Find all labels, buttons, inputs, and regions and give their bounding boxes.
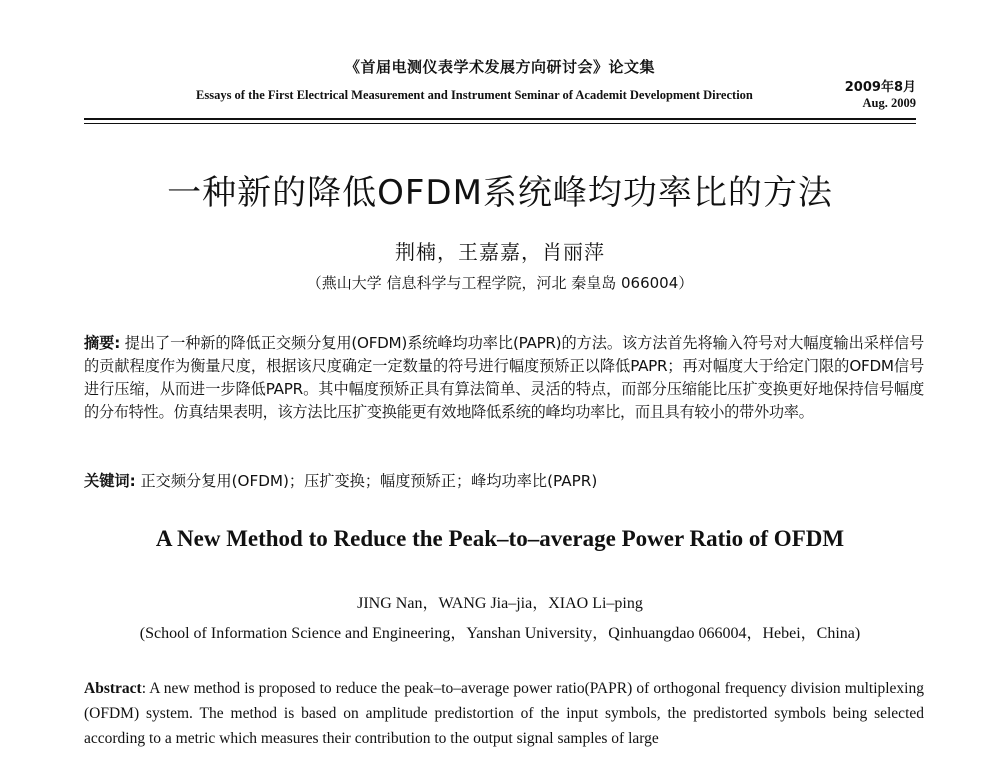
authors-cn: 荆楠，王嘉嘉，肖丽萍 — [395, 240, 605, 264]
keywords-cn-label: 关键词: — [84, 472, 136, 490]
abstract-en — [84, 676, 924, 751]
header-rule-thick — [84, 118, 916, 120]
abstract-cn-label: 摘要: — [84, 334, 120, 352]
proceedings-title-en: Essays of the First Electrical Measurement and Instrument Seminar of Academit Development Direction — [196, 88, 753, 102]
abstract-en-label: Abstract — [84, 680, 142, 697]
paper-title-en: A New Method to Reduce the Peak–to–average Power Ratio of OFDM — [155, 526, 845, 551]
keywords-cn-text: 正交频分复用(OFDM)；压扩变换；幅度预矫正；峰均功率比(PAPR) — [135, 472, 598, 490]
keywords-cn — [84, 470, 924, 491]
publication-date-cn: 2009年8月 — [844, 80, 916, 95]
publication-date-en: Aug. 2009 — [862, 96, 916, 110]
proceedings-title-cn: 《首届电测仪表学术发展方向研讨会》论文集 — [344, 58, 655, 76]
abstract-en-text: : A new method is proposed to reduce the peak–to–average power ratio(PAPR) of orthogonal frequency division multiplexing (OFDM) system. The method is based on amplitude predistortion of the input symbols, the predistorted symbols being selected according to a metric which measures their contribution to the output signal samples of large — [84, 680, 924, 747]
abstract-cn — [84, 332, 924, 424]
authors-en: JING Nan，WANG Jia–jia，XIAO Li–ping — [357, 595, 643, 612]
abstract-cn-text: 提出了一种新的降低正交频分复用(OFDM)系统峰均功率比(PAPR)的方法。该方法首先将输入符号对大幅度输出采样信号的贡献程度作为衡量尺度，根据该尺度确定一定数量的符号进行幅度预矫正以降低PAPR；再对幅度大于给定门限的OFDM信号进行压缩，从而进一步降低PAPR。其中幅度预矫正具有算法简单、灵活的特点，而部分压缩能比压扩变换更好地保持信号幅度的分布特性。仿真结果表明，该方法比压扩变换能更有效地降低系统的峰均功率比，而且具有较小的带外功率。 — [84, 334, 924, 421]
affiliation-cn: （燕山大学 信息科学与工程学院，河北 秦皇岛 066004） — [306, 274, 694, 292]
paper-title-cn: 一种新的降低OFDM系统峰均功率比的方法 — [167, 173, 833, 213]
header-rule-thin — [84, 123, 916, 124]
affiliation-en: (School of Information Science and Engineering，Yanshan University，Qinhuangdao 066004，Hebei，China) — [139, 625, 861, 642]
